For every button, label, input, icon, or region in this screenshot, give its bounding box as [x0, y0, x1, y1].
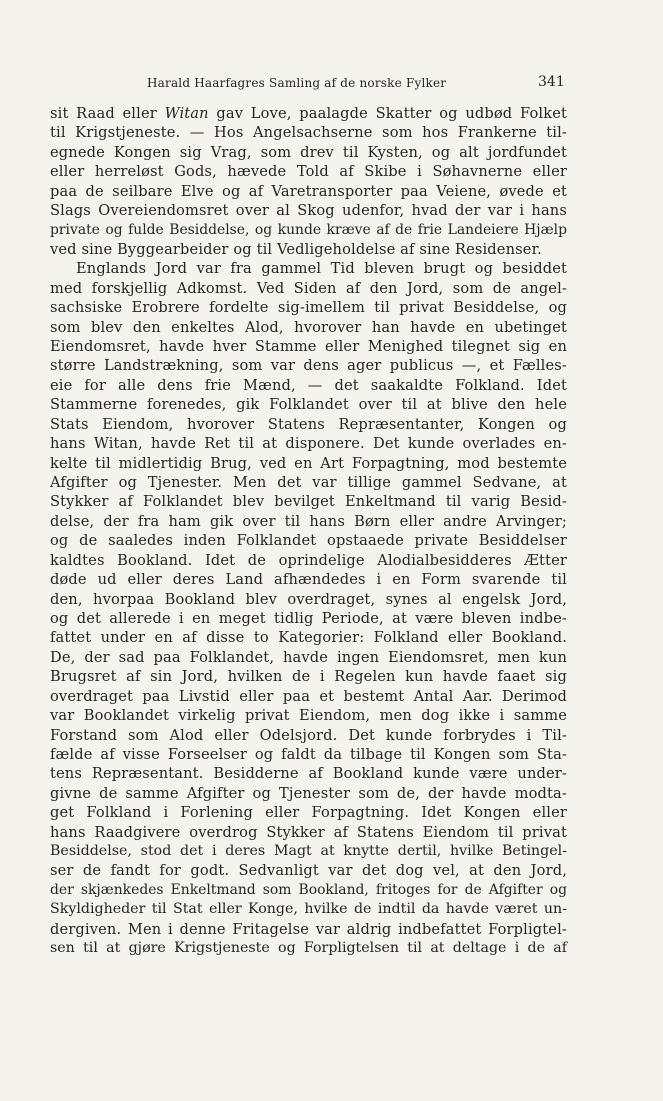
- text-line: fælde af visse Forseelser og faldt da tilbage til Kongen som Sta-: [50, 745, 567, 763]
- text-line: Stammerne forenedes, gik Folklandet over til at blive den hele: [50, 396, 567, 414]
- body-text: [50, 104, 567, 959]
- text-line: private og fulde Besiddelse, og kunde kræve af de frie Landeiere Hjælp: [50, 221, 567, 238]
- text-line: hans Witan, havde Ret til at disponere. Det kunde overlades en-: [50, 435, 567, 453]
- text-line: Englands Jord var fra gammel Tid bleven brugt og besiddet: [76, 260, 567, 278]
- text-line: givne de samme Afgifter og Tjenester som de, der havde modta-: [50, 784, 567, 802]
- text-line: delse, der fra ham gik over til hans Børn eller andre Arvinger;: [50, 512, 567, 530]
- text-line: Forstand som Alod eller Odelsjord. Det kunde forbrydes i Til-: [50, 726, 567, 744]
- text-line: og det allerede i en meget tidlig Periode, at være bleven indbe-: [50, 609, 567, 627]
- text-line: tens Repræsentant. Besidderne af Bookland kunde være under-: [50, 765, 567, 783]
- text-line: hans Raadgivere overdrog Stykker af Statens Eiendom til privat: [50, 823, 567, 841]
- text-line: Slags Overeiendomsret over al Skog udenfor, hvad der var i hans: [50, 202, 567, 220]
- text-line: sit Raad eller Witan gav Love, paalagde Skatter og udbød Folket: [50, 105, 567, 122]
- text-line: Eiendomsret, havde hver Stamme eller Menighed tilegnet sig en: [50, 338, 567, 356]
- text-line: døde ud eller deres Land afhændedes i en Form svarende til: [50, 571, 567, 589]
- text-line: som blev den enkeltes Alod, hvorover han havde en ubetinget: [50, 318, 567, 336]
- text-line: eller herreløst Gods, hævede Told af Skibe i Søhavnerne eller: [50, 163, 567, 181]
- text-line: større Landstrækning, som var dens ager publicus —, et Fælles-: [50, 357, 567, 375]
- text-line: Stats Eiendom, hvorover Statens Repræsentanter, Kongen og: [50, 415, 567, 433]
- text-line: Skyldigheder til Stat eller Konge, hvilke de indtil da havde været un-: [50, 901, 567, 918]
- text-line: Brugsret af sin Jord, hvilken de i Regelen kun havde faaet sig: [50, 668, 567, 686]
- text-line: overdraget paa Livstid eller paa et bestemt Antal Aar. Derimod: [50, 687, 567, 705]
- text-line: fattet under en af disse to Kategorier: Folkland eller Bookland.: [50, 629, 567, 647]
- text-line: egnede Kongen sig Vrag, som drev til Kysten, og alt jordfundet: [50, 143, 567, 161]
- running-header: Harald Haarfagres Samling af de norske Fylker: [147, 76, 447, 90]
- text-line: Afgifter og Tjenester. Men det var tillige gammel Sedvane, at: [50, 474, 567, 492]
- text-line: Stykker af Folklandet blev bevilget Enkeltmand til varig Besid-: [50, 493, 567, 511]
- text-line: den, hvorpaa Bookland blev overdraget, synes al engelsk Jord,: [50, 590, 567, 608]
- page-number: 341: [538, 74, 565, 90]
- text-line: og de saaledes inden Folklandet opstaaede private Besiddelser: [50, 532, 567, 550]
- text-line: paa de seilbare Elve og af Varetransporter paa Veiene, øvede et: [50, 182, 567, 200]
- text-line: sen til at gjøre Krigstjeneste og Forpligtelsen til at deltage i de af: [50, 940, 567, 957]
- text-line: dergiven. Men i denne Fritagelse var aldrig indbefattet Forpligtel-: [50, 920, 567, 938]
- text-line: sachsiske Erobrere fordelte sig-imellem til privat Besiddelse, og: [50, 299, 567, 317]
- text-line: ved sine Byggearbeider og til Vedligeholdelse af sine Residenser.: [50, 240, 542, 258]
- text-line: kaldtes Bookland. Idet de oprindelige Alodialbesidderes Ætter: [50, 551, 567, 569]
- text-line: til Krigstjeneste. — Hos Angelsachserne som hos Frankerne til-: [50, 124, 567, 142]
- text-line: Besiddelse, stod det i deres Magt at knytte dertil, hvilke Betingel-: [50, 843, 567, 860]
- text-line: var Booklandet virkelig privat Eiendom, men dog ikke i samme: [50, 707, 567, 725]
- text-line: der skjænkedes Enkeltmand som Bookland, fritoges for de Afgifter og: [50, 881, 567, 898]
- text-line: eie for alle dens frie Mænd, — det saakaldte Folkland. Idet: [50, 376, 567, 394]
- text-line: med forskjellig Adkomst. Ved Siden af den Jord, som de angel-: [50, 279, 567, 297]
- text-line: get Folkland i Forlening eller Forpagtning. Idet Kongen eller: [50, 804, 567, 822]
- text-line: ser de fandt for godt. Sedvanligt var det dog vel, at den Jord,: [50, 862, 567, 880]
- text-line: De, der sad paa Folklandet, havde ingen Eiendomsret, men kun: [50, 648, 567, 666]
- text-line: kelte til midlertidig Brug, ved en Art Forpagtning, mod bestemte: [50, 454, 567, 472]
